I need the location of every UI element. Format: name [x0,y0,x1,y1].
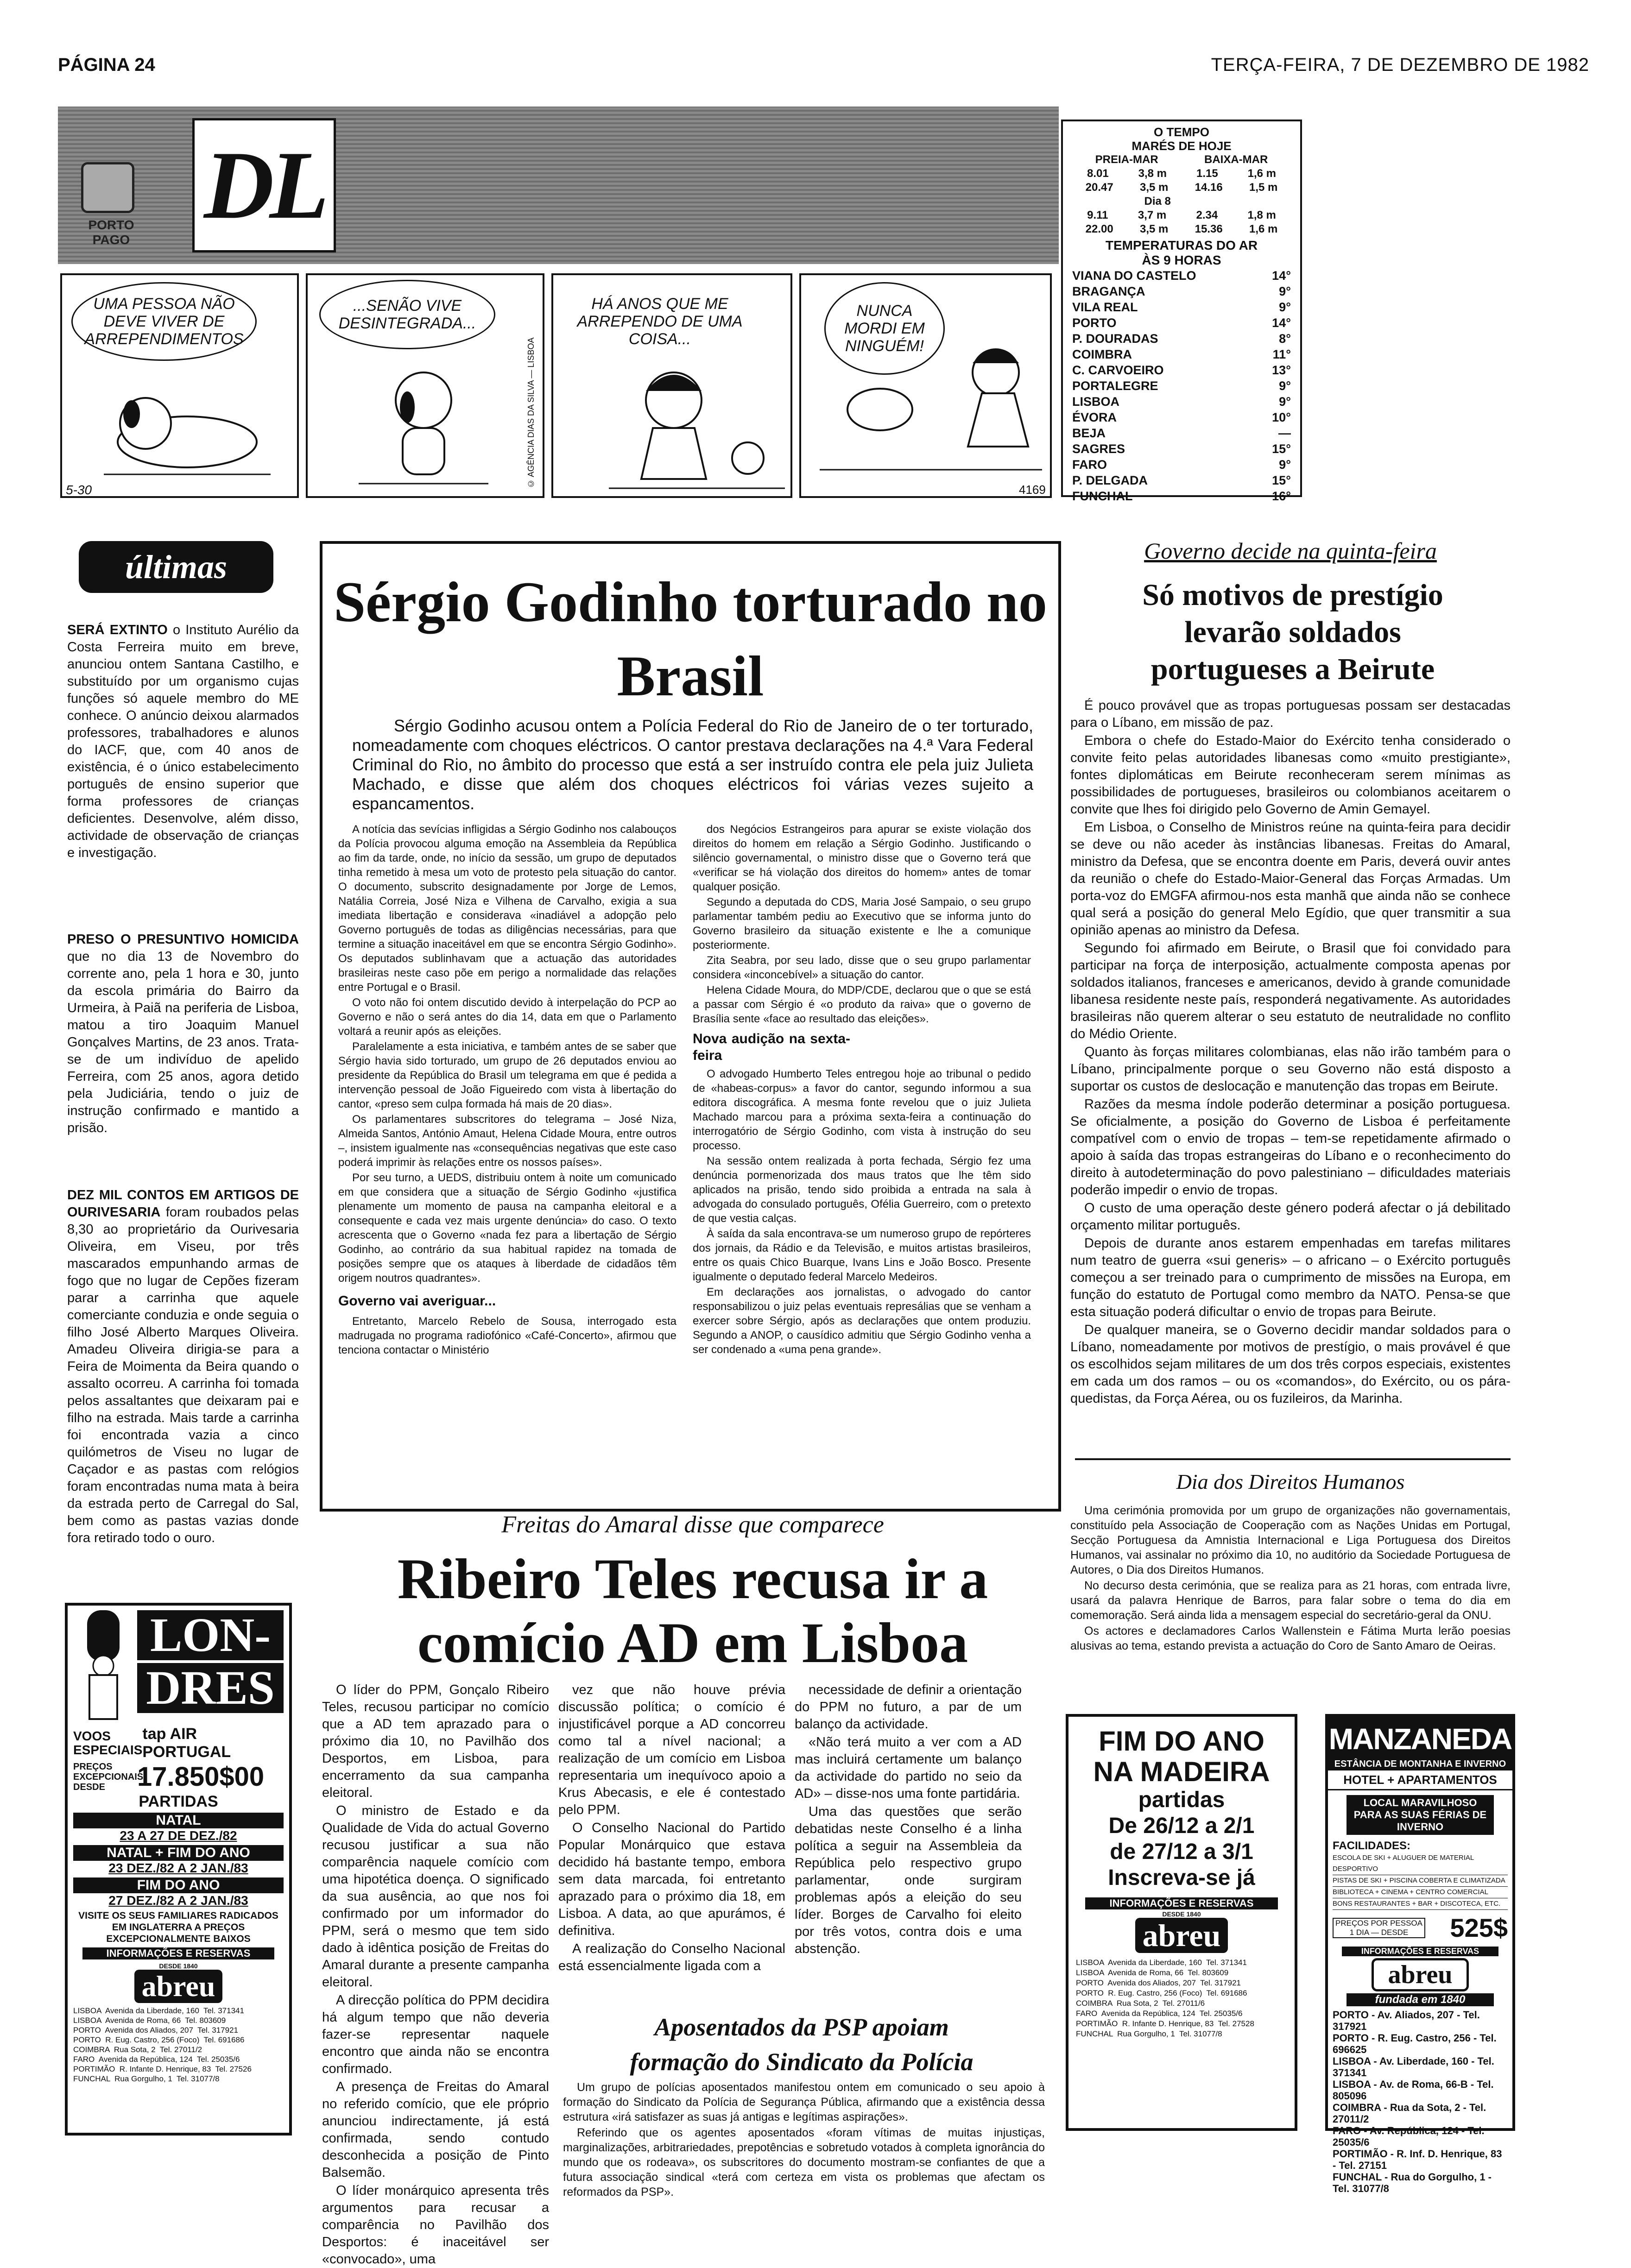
paragraph: dos Negócios Estrangeiros para apurar se existe violação dos direitos do homem em relação a Sérgio Godinho. Justificando o silêncio governamental, o ministro disse que o Governo terá que «verificar se há violação dos direitos do homem» antes de tomar qualquer posição. [693,823,1031,893]
teles-kicker: Freitas do Amaral disse que comparece [501,1512,884,1538]
psp-kicker-1: Aposentados da PSP apoiam [654,2013,949,2041]
date-heading: NATAL [73,1813,284,1828]
paragraph: A direcção política do PPM decidira há algum tempo que não deveria fazer-se representar naquele encontro que ainda não se encontra confirmado. [322,1993,549,2076]
address-line: FARO Avenida da República, 124 Tel. 25035/6 [73,2055,240,2064]
beirute-title: Só motivos de prestígio levarão soldados portugueses a Beirute [1142,578,1443,686]
paragraph: Os actores e declamadores Carlos Wallenstein e Fátima Murta lerão poesias alusivas ao tema, estando prevista a actuação do Coro de Santo Amaro de Oeiras. [1070,1625,1511,1652]
paragraph: Paralelamente a esta iniciativa, e também antes de se saber que Sérgio havia sido torturado, um grupo de 26 deputados enviou ao presidente da República do Brasil um telegrama em que é pedida a intervenção pessoal de João Figueiredo com vista à libertação do cantor, «preso sem culpa formada há mais de 20 dias». [338,1040,676,1110]
address-line: PORTO - R. Eug. Castro, 256 - Tel. 696625 [1333,2032,1497,2055]
paragraph: À saída da sala encontrava-se um numeroso grupo de repórteres dos jornais, da Rádio e da Televisão, e muitos artistas brasileiros, entre os quais Chico Buarque, Ivans Lins e João Bosco. Presente igualmente o deputado federal Marcelo Medeiros. [693,1228,1031,1283]
madeira-l3: partidas [1138,1788,1225,1812]
temps-title: TEMPERATURAS DO AR [1105,238,1258,252]
abreu-logo: abreu [1372,1958,1469,1991]
city-temp: 11° [1272,347,1291,361]
tide-cell: 2.34 [1196,209,1218,221]
paragraph: Segundo foi afirmado em Beirute, o Brasil que foi convidado para participar na força de interposição, actualmente composta apenas por soldados italianos, franceses e americanos, devido à grande comunidade libanesa residente neste país, responderá negativamente. As autoridades brasileiras não querem alterar o seu estatuto de neutralidade no conflito do Médio Oriente. [1070,941,1511,1041]
address-line: PORTO R. Eug. Castro, 256 (Foco) Tel. 691686 [73,2035,245,2044]
address-line: PORTIMÃO - R. Inf. D. Henrique, 83 - Tel. 27151 [1333,2148,1502,2171]
facility-line: PISTAS DE SKI + PISCINA COBERTA E CLIMATIZADA [1333,1875,1508,1887]
tide-cell: 8.01 [1087,167,1109,180]
teles-col-3 [795,1682,1022,2006]
temp-row [1072,331,1291,346]
address-line: COIMBRA Rua Sota, 2 Tel. 27011/2 [73,2045,202,2054]
city-temp: 10° [1272,410,1291,424]
comic-code-right: 4169 [1019,483,1046,497]
paragraph: No decurso desta cerimónia, que se realiza para as 21 horas, com entrada livre, usará da palavra Henrique de Barros, para falar sobre o tema do dia em comemoração. Será ainda lida a mensagem especial do secretário-geral da ONU. [1070,1579,1511,1622]
tide-cell: 1,6 m [1249,223,1278,235]
temp-row [1072,457,1291,472]
address-line: PORTO R. Eug. Castro, 256 (Foco) Tel. 691686 [1076,1989,1247,1997]
londres-logo-1: LON- [137,1610,284,1660]
date-range: 27 DEZ./82 A 2 JAN./83 [108,1893,248,1908]
direitos-kicker: Dia dos Direitos Humanos [1176,1470,1405,1493]
city-temp: 9° [1279,458,1291,472]
godinho-subhead-2: Nova audição na sexta-feira [693,1031,850,1063]
temp-row [1072,284,1291,299]
address-line: LISBOA Avenida da Liberdade, 160 Tel. 371341 [1076,1958,1247,1967]
temp-row [1072,441,1291,457]
godinho-title: Sérgio Godinho torturado no Brasil [334,570,1047,708]
temp-row [1072,268,1291,284]
manzaneda-founded: fundada em 1840 [1347,1993,1494,2006]
paragraph: Helena Cidade Moura, do MDP/CDE, declarou que o que se está a passar com Sérgio é «o produto da raiva» que o governo de Brasília sente «face ao resultado das eleições». [693,984,1031,1025]
temp-row [1072,378,1291,394]
tide-row [1072,208,1291,222]
crest-text: PORTO PAGO [88,218,134,247]
tide-row [1072,222,1291,236]
address-line: LISBOA - Av. de Roma, 66-B - Tel. 805096 [1333,2079,1494,2102]
paragraph: Em declarações aos jornalistas, o advogado do cantor responsabilizou o juiz pelas eventuais represálias que se venham a exercer sobre Sérgio, após as declarações que ontem produziu. Segundo a ANOP, o causídico admitiu que Sérgio Godinho venha a ser condenado a «uma pena grande». [693,1286,1031,1356]
paragraph: O Conselho Nacional do Partido Popular Monárquico que estava decidido há bastante tempo, embora sem data marcada, foi entretanto aprazado para o próximo dia 18, em Lisboa. A data, ao que apurámos, é definitiva. [558,1821,785,1938]
tide-cell: 1.15 [1196,167,1218,180]
paragraph: Referindo que os agentes aposentados «foram vítimas de muitas injustiças, marginalizações, arbitrariedades, prepotências e sobretudo votados à completa ignorância do mundo que os rodeava», os subscritores do documento mostram-se confiantes de que a futura associação sindical «terá com certeza em vista os problemas que afectam os reformados da PSP». [563,2126,1045,2199]
manzaneda-addresses [1328,2006,1512,2197]
temp-row [1072,425,1291,441]
city-name: PORTALEGRE [1072,379,1158,393]
manzaneda-preco: PREÇOS POR PESSOA 1 DIA — DESDE [1333,1918,1425,1938]
manzaneda-sub: ESTÂNCIA DE MONTANHA E INVERNO [1328,1758,1512,1770]
speech-bubble: ...SENÃO VIVE DESINTEGRADA... [319,280,495,349]
tides-title: MARÉS DE HOJE [1132,139,1232,153]
beirute-kicker: Governo decide na quinta-feira [1144,538,1437,564]
londres-logo-2: DRES [137,1663,284,1713]
date-heading: FIM DO ANO [73,1877,284,1893]
city-name: SAGRES [1072,442,1125,456]
date-range: 23 DEZ./82 A 2 JAN./83 [108,1861,248,1875]
londres-dates [73,1813,284,1908]
page-number: PÁGINA 24 [58,55,155,75]
city-name: FARO [1072,458,1107,472]
city-name: P. DELGADA [1072,473,1148,487]
paragraph: O voto não foi ontem discutido devido à interpelação do PCP ao Governo e não o será antes do dia 14, data em que o Parlamento voltará a reunir após as eleições. [338,996,676,1038]
teles-col-1 [322,1682,549,2267]
madeira-l2: NA MADEIRA [1093,1756,1270,1787]
madeira-info: INFORMAÇÕES E RESERVAS [1085,1897,1278,1909]
godinho-col-1 [338,822,676,1489]
partidas-label: PARTIDAS [139,1793,218,1810]
ultimas-logo: últimas [79,541,273,593]
address-line: LISBOA Avenida da Liberdade, 160 Tel. 371341 [73,2006,244,2015]
tide-cell: 3,8 m [1138,167,1167,180]
comic-strip [60,273,1052,500]
tide-cell: 1,6 m [1247,167,1277,180]
londres-addresses [73,2006,284,2084]
temp-row [1072,472,1291,488]
londres-info: INFORMAÇÕES E RESERVAS [82,1947,274,1959]
address-line: COIMBRA Rua Sota, 2 Tel. 27011/6 [1076,1999,1205,2008]
tide-cell: 3,5 m [1139,223,1169,235]
snoopy-icon [359,363,488,493]
tap-logo: tap AIR PORTUGAL [142,1725,231,1761]
masthead-banner [58,107,1059,264]
beirute-body [1070,697,1511,1462]
tide-cell: Dia 8 [1144,195,1171,208]
ultimas-item-1: SERÁ EXTINTO o Instituto Aurélio da Costa Ferreira muito em breve, anunciou ontem Santana Castilho, e substituído por um organismo cujas funções só aquele membro do ME conhece. O anúncio deixou alarmados professores, trabalhadores e alunos do IACF, que, com 40 anos de existência, é o único estabelecimento português de ensino superior que forma professores de crianças deficientes. Desenvolve, além disso, actividade de observação de crianças e investigação. [67,623,299,860]
temp-row [1072,315,1291,331]
paragraph: «Não terá muito a ver com a AD mas incluirá certamente um balanço da actividade do partido no seio da AD» – disse-nos uma fonte partidária. [795,1735,1022,1801]
comic-panel-4 [799,273,1052,498]
tides-col1: PREIA-MAR [1095,153,1158,166]
paragraph: Segundo a deputada do CDS, Maria José Sampaio, o seu grupo parlamentar também pediu ao Executivo que se informa junto do Governo brasileiro da situação existente e lhe a comunique posteriormente. [693,896,1031,951]
tide-row [1072,167,1291,181]
tide-cell: 3,7 m [1138,209,1167,221]
godinho-col1b: Entretanto, Marcelo Rebelo de Sousa, interrogado esta madrugada no programa radiofónico «Café-Concerto», afirmou que tenciona contactar o Ministério [338,1315,676,1356]
tides-col2: BAIXA-MAR [1204,153,1268,166]
address-line: FARO - Av. República, 124 - Tel. 25035/6 [1333,2125,1485,2148]
paragraph: O líder do PPM, Gonçalo Ribeiro Teles, recusou participar no comício que a AD tem aprazado para o próximo dia 10, no Pavilhão dos Desportos, em Lisboa, para encerramento da sua campanha eleitoral. [322,1682,549,1800]
city-name: VILA REAL [1072,300,1138,314]
madeira-addresses [1076,1958,1287,2039]
teles-col-2 [558,1682,785,2006]
paragraph: Razões da mesma índole poderão determinar a posição portuguesa. Se oficialmente, a posição do Governo de Lisboa é perfeitamente compatível com o envio de tropas – tem-se repetidamente afirmado o apoio à saída das tropas estrangeiras do Líbano e o reconhecimento do direito à autodeterminação do povo palestiniano – dificuldades materiais poderão impedir o envio de tropas. [1070,1097,1511,1197]
address-line: FARO Avenida da República, 124 Tel. 25035/6 [1076,2009,1243,2018]
snoopy-icon [104,382,271,484]
godinho-subhead-1: Governo vai averiguar... [338,1293,496,1309]
comic-panel-3 [551,273,792,498]
comic-panel-1 [60,273,299,498]
dl-logo: DL [192,118,336,252]
city-temp: 14° [1272,316,1291,330]
paragraph: Em Lisboa, o Conselho de Ministros reúne na quinta-feira para decidir se deve ou não aceder às instâncias libanesas. Freitas do Amaral, ministro da Defesa, que se encontra doente em Paris, deverá ouvir antes da reunião o chefe do Estado-Maior-General das Forças Armadas. Um porta-voz do EMGFA afirmou-nos esta manhã que ainda não se conhece qual será a posição do general Melo Egídio, que quer transmitir a sua opinião apenas ao ministro da Defesa. [1070,820,1511,938]
paragraph: A realização do Conselho Nacional está essencialmente ligada com a [558,1941,785,1973]
paragraph: O líder monárquico apresenta três argumentos para recusar a comparência no Pavilhão dos Desportos: é inaceitável ser «convocado», uma [322,2183,549,2267]
weather-title: O TEMPO [1154,125,1209,139]
tide-cell: 1,5 m [1249,181,1278,194]
temps-list [1072,268,1291,504]
address-line: LISBOA Avenida de Roma, 66 Tel. 803609 [1076,1968,1229,1977]
paragraph: A presença de Freitas do Amaral no referido comício, que ele próprio anunciou indirectamente, já está confirmada, sendo contudo desconhecida a posição de Pinto Balsemão. [322,2079,549,2180]
date-range: 23 A 27 DE DEZ./82 [120,1828,237,1843]
address-line: PORTIMÃO R. Infante D. Henrique, 83 Tel. 27528 [1076,2019,1254,2028]
manzaneda-facilities [1328,1852,1512,1910]
paragraph: Uma cerimónia promovida por um grupo de organizações não governamentais, constituído pela Associação de Cooperação com as Nações Unidas em Portugal, Secção Portuguesa da Amnistia Internacional e Liga Portuguesa dos Direitos Humanos, vai assinalar no próximo dia 10, no auditório da Sociedade Portuguesa de Autores, o Dia dos Direitos Humanos. [1070,1504,1511,1576]
tide-cell: 3,5 m [1139,181,1169,194]
speech-bubble: UMA PESSOA NÃO DEVE VIVER DE ARREPENDIMENTOS [71,282,257,361]
city-name: ÉVORA [1072,410,1117,424]
paragraph: O ministro de Estado e da Qualidade de Vida do actual Governo recusou justificar a sua não comparência naquele comício com uma hipotética doença. O significado da sua ausência, ao que nos foi confirmado por um informador do PPM, será o mesmo que tem sido dado à idêntica posição de Freitas do Amaral durante a presente campanha eleitoral. [322,1803,549,1990]
tide-cell: 20.47 [1085,181,1113,194]
city-temp: 13° [1272,363,1291,377]
address-line: PORTO Avenida dos Aliados, 207 Tel. 317921 [1076,1978,1241,1987]
manzaneda-local: LOCAL MARAVILHOSO PARA AS SUAS FÉRIAS DE INVERNO [1347,1795,1494,1835]
city-temp: 9° [1279,284,1291,298]
manzaneda-fac: FACILIDADES: [1333,1840,1410,1852]
abreu-logo: abreu [134,1970,222,2003]
paragraph: Embora o chefe do Estado-Maior do Exército tenha considerado o convite feito pelas autoridades libanesas como «muito prestigiante», fontes diplomáticas em Beirute reconheceram serem mínimas as possibilidades de portugueses, brasileiros ou colombianos aceitarem o convite que lhes foi dirigido pelo Governo de Amin Gemayel. [1070,733,1511,817]
paragraph: vez que não houve prévia discussão política; o comício é injustificável porque a AD concorreu como tal a nível nacional; a realização de um comício em Lisboa representaria um inequívoco apoio a Krus Abecasis, e ele é contestado pelo PPM. [558,1682,785,1817]
city-name: VIANA DO CASTELO [1072,269,1196,283]
madeira-l5: de 27/12 a 3/1 [1110,1840,1253,1864]
madeira-since: DESDE 1840 [1162,1910,1201,1918]
psp-kicker-2: formação do Sindicato da Polícia [630,2048,974,2076]
tides-table [1072,167,1291,236]
guard-icon [73,1610,133,1721]
tide-cell: 22.00 [1085,223,1113,235]
city-temp: 14° [1272,269,1291,283]
facility-line: BIBLIOTECA + CINEMA + CENTRO COMERCIAL [1333,1887,1508,1898]
londres-since: DESDE 1840 [159,1962,198,1970]
madeira-ad [1066,1714,1297,2131]
city-name: BRAGANÇA [1072,284,1145,298]
godinho-col-2 [693,822,1031,1489]
paragraph: Uma das questões que serão debatidas neste Conselho é a linha política a seguir na Assembleia da República pelo respectivo grupo parlamentar, onde surgiram problemas após a eleição do seu líder. Borges de Carvalho foi eleito por três votos, contra dois e uma abstenção. [795,1804,1022,1956]
city-name: PORTO [1072,316,1117,330]
teles-title: Ribeiro Teles recusa ir a comício AD em Lisboa [397,1547,988,1675]
madeira-l4: De 26/12 a 2/1 [1108,1814,1255,1838]
address-line: PORTO - Av. Aliados, 207 - Tel. 317921 [1333,2009,1480,2032]
paragraph: O custo de uma operação deste género poderá afectar o já debilitado orçamento militar português. [1070,1201,1511,1233]
city-temp: 9° [1279,300,1291,314]
ultimas-item-2: PRESO O PRESUNTIVO HOMICIDA que no dia 13 de Novembro do corrente ano, pela 1 hora e 30, junto da escola primária do Bairro da Urmeira, à Paiã na periferia de Lisboa, matou a tiro Joaquim Manuel Gonçalves Martins, de 23 anos. Trata-se de um indivíduo de apelido Ferreira, com 25 anos, agora detido pela Judiciária, tendo o juiz de instrução confirmado e mantido a prisão. [67,932,299,1135]
tide-row [1072,181,1291,195]
londres-price: 17.850$00 [137,1762,265,1792]
address-line: PORTO Avenida dos Aliados, 207 Tel. 317921 [73,2026,238,2035]
tide-row [1072,195,1291,208]
city-name: COIMBRA [1072,347,1132,361]
temp-row [1072,488,1291,504]
city-name: P. DOURADAS [1072,332,1158,346]
paragraph: É pouco provável que as tropas portuguesas possam ser destacadas para o Líbano, em missão de paz. [1070,698,1511,730]
city-temp: 8° [1279,332,1291,346]
temp-row [1072,362,1291,378]
tide-cell: 15.36 [1195,223,1223,235]
city-name: C. CARVOEIRO [1072,363,1164,377]
date-heading: NATAL + FIM DO ANO [73,1845,284,1861]
address-line: FUNCHAL Rua Gorgulho, 1 Tel. 31077/8 [1076,2029,1222,2038]
comic-credit: © AGÊNCIA DIAS DA SILVA — LISBOA [526,337,536,488]
city-temp: — [1278,426,1291,440]
paragraph: Por seu turno, a UEDS, distribuiu ontem à noite um comunicado em que considera que a situação de Sérgio Godinho «justifica plenamente um momento de pausa na campanha eleitoral e a consequente e cada vez mais urgente denúncia» do caso. O texto acrescenta que o Governo «nada fez para a libertação de Sérgio Godinho, ao contrário da sua habitual rapidez na tomada de posições sempre que os ataques à liberdade de cidadãos têm origem noutros quadrantes». [338,1172,676,1285]
londres-ad [65,1603,292,2136]
lucy-icon [609,359,785,498]
paragraph: Quanto às forças militares colombianas, elas não irão também para o Líbano, principalmente porque o seu Governo não está disposto a suportar os custos de deslocação e manutenção das tropas em Beirute. [1070,1045,1511,1094]
madeira-l1: FIM DO ANO [1099,1726,1264,1757]
comic-code-left: 5-30 [66,483,92,497]
address-line: LISBOA - Av. Liberdade, 160 - Tel. 371341 [1333,2055,1494,2079]
city-temp: 9° [1279,395,1291,409]
address-line: PORTIMÃO R. Infante D. Henrique, 83 Tel. 27526 [73,2065,252,2073]
psp-body [563,2080,1045,2199]
abreu-logo: abreu [1135,1918,1228,1953]
temp-row [1072,394,1291,410]
paragraph: Na sessão ontem realizada à porta fechada, Sérgio fez uma denúncia pormenorizada dos maus tratos que lhe têm sido aplicados na prisão, tendo sido proibida a entrada na sala à advogada do consulado português, Ofélia Guerreiro, com o pretexto de que vestia calças. [693,1155,1031,1225]
divider [1075,1458,1511,1460]
facility-line: ESCOLA DE SKI + ALUGUER DE MATERIAL DESPORTIVO [1333,1852,1508,1875]
address-line: FUNCHAL Rua Gorgulho, 1 Tel. 31077/8 [73,2074,220,2083]
paragraph: Zita Seabra, por seu lado, disse que o seu grupo parlamentar considera «inconcebível» a situação do cantor. [693,954,1031,981]
direitos-body [1070,1503,1511,1684]
speech-bubble: NUNCA MORDI EM NINGUÉM! [824,282,945,375]
tide-cell: 9.11 [1087,209,1108,221]
londres-visit: VISITE OS SEUS FAMILIARES RADICADOS EM INGLATERRA A PREÇOS EXCEPCIONALMENTE BAIXOS [78,1910,278,1944]
page-date: TERÇA-FEIRA, 7 DE DEZEMBRO DE 1982 [1211,55,1589,75]
city-name: LISBOA [1072,395,1120,409]
paragraph: A notícia das sevícias infligidas a Sérgio Godinho nos calabouços da Polícia provocou alguma emoção na Assembleia da República ao fim da tarde, onde, no início da sessão, um grupo de deputados tinha remetido à mesa um voto de protesto pela situação do cantor. O documento, subscrito designadamente por Jorge de Lemos, Natália Correia, José Niza e Vilhena de Carvalho, exigia a sua imediata libertação e considerava «inadiável a adopção pelo Governo português de todas as diligências necessárias, para que termine a situação inaceitável em que se encontra Sérgio Godinho». Os deputados sublinhavam que a actuação das autoridades brasileiras neste caso põe em perigo a normalidade das relações entre Portugal e o Brasil. [338,823,676,994]
address-line: COIMBRA - Rua da Sota, 2 - Tel. 27011/2 [1333,2102,1486,2125]
manzaneda-price: 525$ [1450,1913,1508,1942]
manzaneda-title: MANZANEDA [1328,1717,1512,1758]
manzaneda-info: INFORMAÇÕES E RESERVAS [1342,1947,1498,1956]
address-line: FUNCHAL - Rua do Gorgulho, 1 - Tel. 31077/8 [1333,2171,1492,2194]
tide-cell: 14.16 [1195,181,1223,194]
paragraph: Depois de durante anos estarem empenhadas em tarefas militares num teatro de guerra «sui generis» – o africano – o Exército português começou a ser treinado para o cumprimento de missões na Europa, em função do estatuto de Portugal como membro da NATO. Pensa-se que esta situação poderá dificultar o envio de tropas para Beirute. [1070,1236,1511,1319]
tide-cell: 1,8 m [1247,209,1276,221]
madeira-l6: Inscreva-se já [1108,1865,1255,1890]
temps-sub: ÀS 9 HORAS [1142,253,1221,267]
ultimas-column [67,622,299,1590]
paragraph: Um grupo de polícias aposentados manifestou ontem em comunicado o seu apoio à formação do Sindicato da Polícia de Segurança Pública, afirmando que a existência dessa estrutura «irá satisfazer as suas já antigas e legítimas aspirações». [563,2081,1045,2123]
paragraph: O advogado Humberto Teles entregou hoje ao tribunal o pedido de «habeas-corpus» a favor do cantor, segundo informou a sua editora discográfica. A mesma fonte revelou que o juiz Julieta Machado marcou para a próxima sexta-feira a continuação do interrogatório de Sérgio Godinho, com vista à instrução do seu processo. [693,1068,1031,1152]
address-line: LISBOA Avenida de Roma, 66 Tel. 803609 [73,2016,226,2025]
precos-label: PREÇOS EXCEPCIONAIS DESDE [73,1761,144,1792]
weather-box [1061,120,1302,503]
city-temp: 16° [1272,489,1291,503]
city-temp: 15° [1272,473,1291,487]
temp-row [1072,410,1291,425]
speech-bubble: HÁ ANOS QUE ME ARREPENDO DE UMA COISA... [572,277,748,365]
godinho-lead: Sérgio Godinho acusou ontem a Polícia Federal do Rio de Janeiro de o ter torturado, nomeadamente com choques eléctricos. O cantor prestava declarações na 4.ª Vara Federal Criminal do Rio, no âmbito do processo que está a ser instruído contra ele pela juiz Julieta Machado, e disse que além dos choques eléctricos foi várias vezes sujeito a espancamentos. [352,716,1033,813]
city-name: BEJA [1072,426,1106,440]
paragraph: De qualquer maneira, se o Governo decidir mandar soldados para o Líbano, nomeadamente por motivos de prestígio, o mais provável é que os escolhidos sejam militares de um dos três corpos especiais, existentes em cada um dos ramos – ou os «comandos», do Exército, ou os pára-quedistas, da Força Aérea, ou os fuzileiros, da Marinha. [1070,1323,1511,1406]
temp-row [1072,346,1291,362]
crest-icon [81,162,134,213]
temp-row [1072,299,1291,315]
city-name: FUNCHAL [1072,489,1133,503]
ultimas-item-3: DEZ MIL CONTOS EM ARTIGOS DE OURIVESARIA foram roubados pelas 8,30 ao proprietário da Ourivesaria Oliveira, em Viseu, por três mascarados empunhando armas de fogo que no lugar de Cepões fizeram parar a carrinha que aquele comerciante conduzia e onde seguia o filho José Alberto Marques Oliveira. Amadeu Oliveira dirigia-se para a Feira de Moimenta da Beira quando o assalto ocorreu. A carrinha foi tomada pelos assaltantes que deixaram pai e filho na estrada. Mais tarde a carrinha foi encontrada vazia a cinco quilómetros de Viseu no lugar de Caçador e as pastas com relógios foram encontradas numa mata à beira da estrada perto de Carregal do Sal, bem como as pastas vazias donde fora retirado todo o ouro. [67,1188,299,1545]
facility-line: BONS RESTAURANTES + BAR + DISCOTECA, ETC. [1333,1898,1508,1910]
comic-panel-2 [306,273,544,498]
lucy-snoopy-icon [820,340,1042,488]
city-temp: 15° [1272,442,1291,456]
manzaneda-hotel: HOTEL + APARTAMENTOS [1328,1770,1512,1790]
paragraph: necessidade de definir a orientação do PPM no futuro, a par de um balanço da actividade. [795,1682,1022,1732]
paragraph: Os parlamentares subscritores do telegrama – José Niza, Almeida Santos, António Amaut, Helena Cidade Moura, entre outros –, insistem igualmente nas «consequências negativas que este caso poderá imprimir às relações entre os nossos países». [338,1113,676,1169]
city-temp: 9° [1279,379,1291,393]
manzaneda-ad [1325,1714,1515,2194]
voos-label: VOOS ESPECIAIS [73,1729,143,1757]
